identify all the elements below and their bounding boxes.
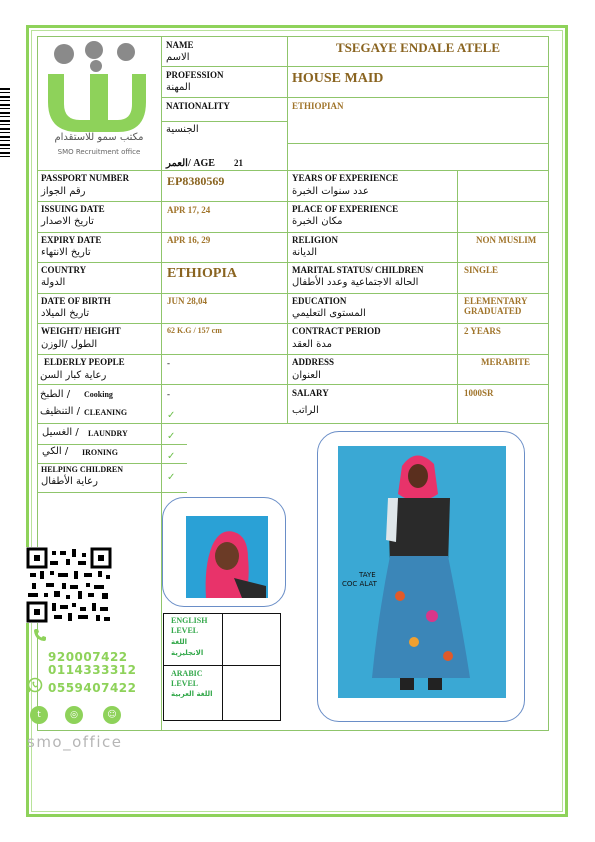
address-label-ar: العنوان: [292, 370, 321, 381]
weight-height-label: WEIGHT/ HEIGHT: [41, 326, 121, 336]
country-label-ar: الدولة: [41, 277, 66, 288]
issuing-value: APR 17, 24: [167, 205, 211, 215]
grid-line: [287, 143, 549, 144]
skill-elderly-label-ar: رعاية كبار السن: [40, 370, 107, 381]
logo-mark: [38, 40, 160, 140]
weight-height-value: 62 K.G / 157 cm: [167, 326, 222, 335]
passport-value: EP8380569: [167, 174, 225, 188]
expiry-value: APR 16, 29: [167, 235, 211, 245]
skill-children-label: HELPING CHILDREN: [41, 465, 124, 474]
english-level-label: ENGLISH LEVEL: [171, 616, 208, 635]
twitter-icon[interactable]: t: [30, 706, 48, 724]
religion-label-ar: الديانة: [292, 247, 318, 258]
contract-label-ar: مدة العقد: [292, 339, 332, 350]
instagram-icon[interactable]: ◎: [65, 706, 83, 724]
marital-label: MARITAL STATUS/ CHILDREN: [292, 265, 424, 275]
issuing-label: ISSUING DATE: [41, 204, 105, 214]
skill-laundry-label: LAUNDRY: [88, 429, 128, 438]
grid-line: [37, 730, 549, 731]
skill-ironing-check-icon: ✓: [167, 451, 176, 462]
phone-icon: [33, 628, 47, 642]
contract-label: CONTRACT PERIOD: [292, 326, 381, 336]
passport-label-ar: رقم الجواز: [41, 186, 86, 197]
address-label: ADDRESS: [292, 357, 335, 367]
education-label: EDUCATION: [292, 296, 347, 306]
skill-cleaning-check-icon: ✓: [167, 410, 176, 421]
country-value: ETHIOPIA: [167, 266, 238, 281]
grid-line: [37, 463, 187, 464]
experience-place-label: PLACE OF EXPERIENCE: [292, 204, 399, 214]
photo-caption-1: TAYE: [359, 571, 376, 579]
small-photo: [186, 516, 268, 598]
salary-label: SALARY: [292, 388, 329, 398]
grid-line: [457, 170, 458, 423]
experience-place-label-ar: مكان الخبرة: [292, 216, 343, 227]
dob-label-ar: تاريخ الميلاد: [41, 308, 90, 319]
languages-divider-v: [222, 613, 223, 721]
snapchat-icon[interactable]: ☺: [103, 706, 121, 724]
salary-value: 1000SR: [464, 388, 494, 398]
grid-line: [161, 66, 549, 67]
name-value: TSEGAYE ENDALE ATELE: [335, 40, 500, 55]
qr-code-image: [26, 547, 112, 623]
age-value: 21: [234, 158, 243, 168]
religion-value: NON MUSLIM: [476, 235, 537, 245]
grid-line: [37, 262, 549, 263]
logo-text-en: SMO Recruitment office: [57, 148, 141, 156]
country-label: COUNTRY: [41, 265, 87, 275]
small-photo-portrait: [186, 516, 268, 598]
grid-line: [37, 354, 549, 355]
religion-label: RELIGION: [292, 235, 339, 245]
grid-line: [161, 121, 287, 122]
expiry-label: EXPIRY DATE: [41, 235, 102, 245]
name-label-ar: الاسم: [166, 52, 190, 63]
experience-years-label: YEARS OF EXPERIENCE: [292, 173, 399, 183]
dob-value: JUN 28,04: [167, 296, 207, 306]
skill-ironing-label-ar: الكي /: [42, 446, 69, 457]
grid-line: [37, 323, 549, 324]
grid-line: [37, 232, 549, 233]
profession-label-ar: المهنة: [166, 82, 191, 93]
skill-cooking-label: Cooking: [84, 390, 113, 399]
skill-elderly-label: ELDERLY PEOPLE: [44, 357, 125, 367]
grid-line: [37, 36, 549, 37]
phone-number-1[interactable]: 920007422: [48, 650, 128, 664]
grid-line: [161, 36, 162, 730]
nationality-value: ETHIOPIAN: [292, 101, 344, 111]
dob-label: DATE OF BIRTH: [41, 296, 111, 306]
qr-code[interactable]: [26, 547, 112, 623]
side-barcode: [0, 88, 10, 158]
photo-caption-2: COC ALAT: [342, 580, 377, 588]
education-label-ar: المستوى التعليمي: [292, 308, 366, 319]
marital-label-ar: الحالة الاجتماعية وعدد الأطفال: [292, 277, 419, 288]
arabic-level-label-ar: اللغة العربية: [171, 690, 213, 698]
age-label: العمر/ AGE: [166, 158, 215, 169]
weight-height-label-ar: الطول /الوزن: [41, 339, 98, 350]
grid-line: [161, 97, 549, 98]
grid-line: [37, 384, 549, 385]
phone-number-2[interactable]: 0114333312: [48, 663, 137, 677]
grid-line: [37, 492, 187, 493]
skill-cleaning-label: CLEANING: [84, 408, 128, 417]
logo: [38, 40, 160, 170]
skill-laundry-check-icon: ✓: [167, 431, 176, 442]
education-value: ELEMENTARY GRADUATED: [464, 296, 528, 316]
grid-line: [37, 444, 187, 445]
name-label: NAME: [166, 40, 194, 50]
skill-children-check-icon: ✓: [167, 472, 176, 483]
logo-text-ar: مكتب سمو للاستقدام: [54, 132, 144, 143]
whatsapp-number[interactable]: 0559407422: [48, 681, 137, 695]
skill-cooking-label-ar: الطبخ /: [40, 389, 71, 400]
passport-label: PASSPORT NUMBER: [41, 173, 130, 183]
social-handle: smo_office: [27, 733, 123, 751]
skill-children-label-ar: رعاية الأطفال: [41, 476, 98, 487]
skill-cleaning-label-ar: التنظيف /: [40, 406, 80, 417]
arabic-level-label: ARABIC LEVEL: [171, 669, 203, 688]
grid-line: [37, 293, 549, 294]
profession-value: HOUSE MAID: [292, 71, 384, 86]
whatsapp-icon: [27, 677, 43, 693]
address-value: MERABITE: [481, 357, 531, 367]
grid-line: [548, 36, 549, 730]
skill-ironing-label: IRONING: [82, 448, 119, 457]
grid-line: [287, 36, 288, 423]
contract-value: 2 YEARS: [464, 326, 501, 336]
english-level-label-ar: اللغة الانجليزية: [171, 638, 204, 657]
salary-label-ar: الراتب: [292, 405, 319, 416]
skill-cooking-value: -: [167, 389, 170, 399]
issuing-label-ar: تاريخ الاصدار: [41, 216, 94, 227]
nationality-label: NATIONALITY: [166, 101, 230, 111]
skill-elderly-value: -: [167, 358, 170, 368]
grid-line: [37, 170, 549, 171]
grid-line: [37, 423, 549, 424]
skill-laundry-label-ar: الغسيل /: [42, 427, 79, 438]
profession-label: PROFESSION: [166, 70, 224, 80]
nationality-label-ar: الجنسية: [166, 124, 199, 135]
expiry-label-ar: تاريخ الانتهاء: [41, 247, 91, 258]
full-photo: [338, 446, 506, 698]
marital-value: SINGLE: [464, 265, 499, 275]
grid-line: [37, 36, 38, 730]
grid-line: [37, 201, 549, 202]
experience-years-label-ar: عدد سنوات الخبرة: [292, 186, 369, 197]
